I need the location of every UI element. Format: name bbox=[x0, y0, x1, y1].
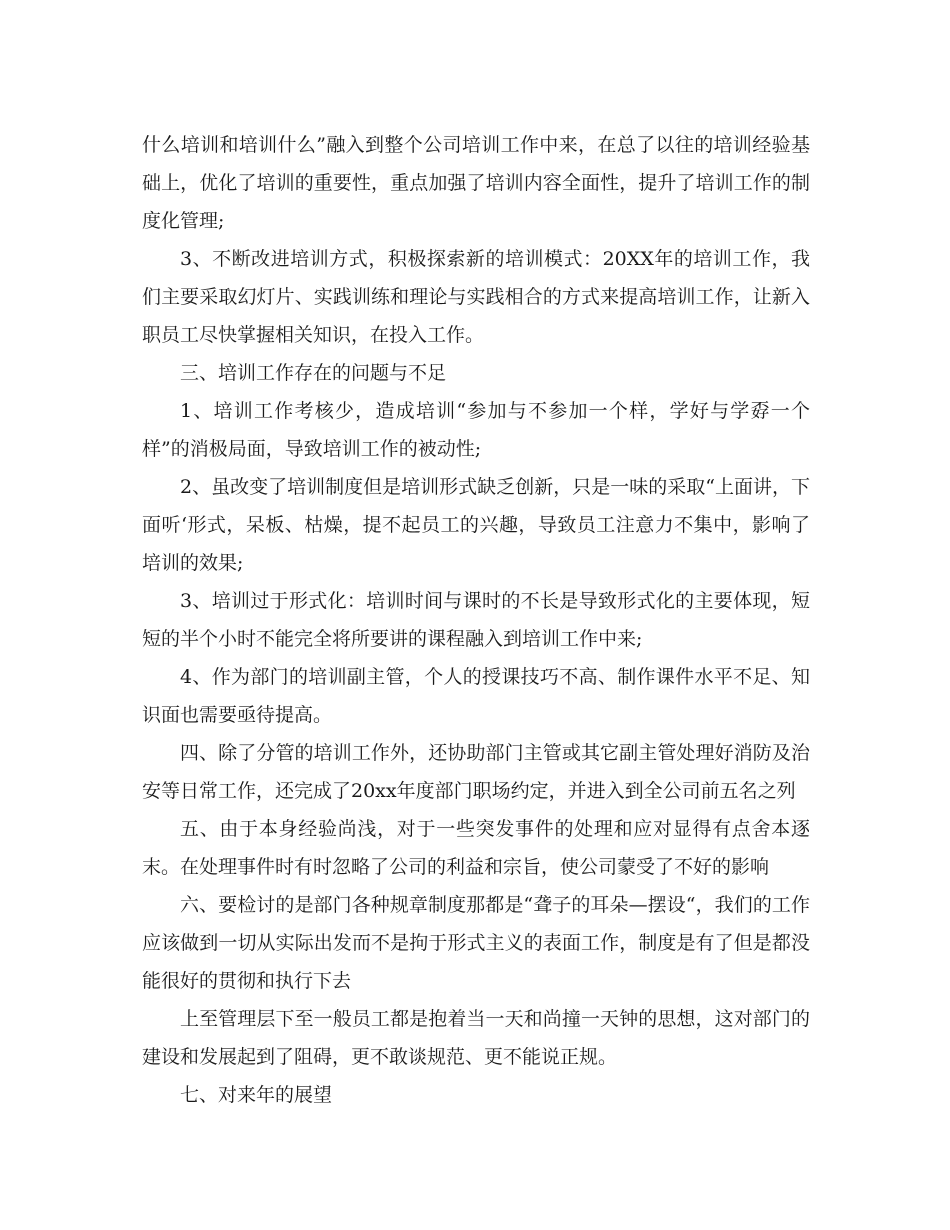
section-heading-outlook: 七、对来年的展望 bbox=[180, 1084, 333, 1106]
paragraph-management: 上至管理层下至一般员工都是抱着当一天和尚撞一天钟的思想，这对部门的建设和发展起到了阻碍，更不敢谈规范、更不能说正规。 bbox=[142, 1008, 810, 1068]
paragraph-problem-2: 2、虽改变了培训制度但是培训形式缺乏创新，只是一味的采取“上面讲，下面听‘形式，呆板、枯燥，提不起员工的兴趣，导致员工注意力不集中，影响了培训的效果; bbox=[142, 476, 810, 574]
section-heading-problems: 三、培训工作存在的问题与不足 bbox=[180, 362, 447, 384]
paragraph-problem-1: 1、培训工作考核少，造成培训“参加与不参加一个样，学好与学孬一个样”的消极局面，导致培训工作的被动性; bbox=[142, 400, 810, 460]
paragraph-training-method: 3、不断改进培训方式，积极探索新的培训模式：20XX年的培训工作，我们主要采取幻灯片、实践训练和理论与实践相合的方式来提高培训工作，让新入职员工尽快掌握相关知识，在投入工作。 bbox=[142, 248, 810, 346]
section-four: 四、除了分管的培训工作外，还协助部门主管或其它副主管处理好消防及治安等日常工作，还完成了20xx年度部门职场约定，并进入到全公司前五名之列 bbox=[142, 742, 810, 802]
section-five: 五、由于本身经验尚浅，对于一些突发事件的处理和应对显得有点舍本逐末。在处理事件时有时忽略了公司的利益和宗旨，使公司蒙受了不好的影响 bbox=[142, 818, 810, 878]
document-body bbox=[142, 126, 810, 1114]
paragraph-problem-3: 3、培训过于形式化：培训时间与课时的不长是导致形式化的主要体现，短短的半个小时不能完全将所要讲的课程融入到培训工作中来; bbox=[142, 590, 810, 650]
section-six: 六、要检讨的是部门各种规章制度那都是“聋子的耳朵—摆设“，我们的工作应该做到一切从实际出发而不是拘于形式主义的表面工作，制度是有了但是都没能很好的贯彻和执行下去 bbox=[142, 894, 810, 992]
paragraph-continuation: 什么培训和培训什么”融入到整个公司培训工作中来，在总了以往的培训经验基础上，优化了培训的重要性，重点加强了培训内容全面性，提升了培训工作的制度化管理; bbox=[142, 134, 810, 232]
paragraph-problem-4: 4、作为部门的培训副主管，个人的授课技巧不高、制作课件水平不足、知识面也需要亟待提高。 bbox=[142, 666, 810, 726]
